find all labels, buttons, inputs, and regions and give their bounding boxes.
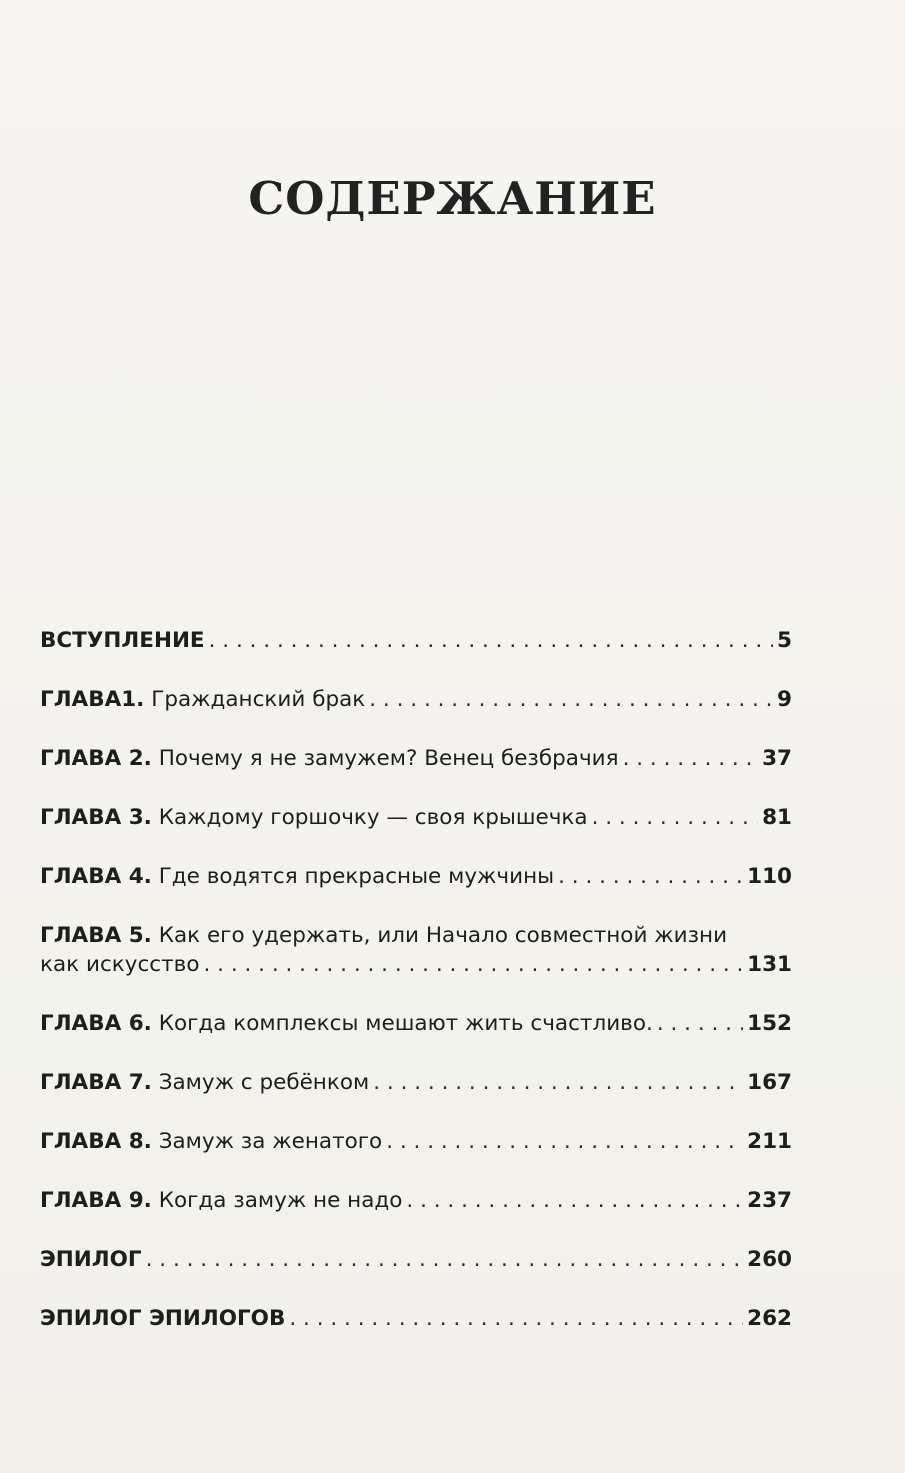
table-of-contents xyxy=(40,626,792,1363)
leader-dots xyxy=(592,803,758,832)
toc-entry-page: 237 xyxy=(747,1188,792,1213)
toc-entry-page: 5 xyxy=(777,628,792,653)
toc-entry-title: Каждому горшочку — своя крышечка xyxy=(158,805,588,830)
toc-entry-page: 262 xyxy=(747,1306,792,1331)
leader-dots xyxy=(406,1186,743,1215)
toc-entry xyxy=(40,1245,792,1274)
toc-entry-head: ГЛАВА 9. xyxy=(40,1188,152,1213)
leader-dots xyxy=(146,1245,744,1274)
toc-entry-title-continued: как искусство xyxy=(40,952,200,977)
toc-entry xyxy=(40,744,792,773)
toc-entry-head: ГЛАВА 6. xyxy=(40,1011,152,1036)
leader-dots xyxy=(289,1304,743,1333)
leader-dots xyxy=(657,1009,743,1038)
leader-dots xyxy=(623,744,759,773)
toc-entry-page: 9 xyxy=(777,687,792,712)
toc-entry-title: Где водятся прекрасные мужчины xyxy=(158,864,555,889)
toc-entry-title: Замуж за женатого xyxy=(158,1129,383,1154)
toc-entry xyxy=(40,626,792,655)
toc-entry-head: ГЛАВА 7. xyxy=(40,1070,152,1095)
toc-entry xyxy=(40,685,792,714)
toc-entry xyxy=(40,803,792,832)
toc-entry-title: Когда замуж не надо xyxy=(158,1188,403,1213)
toc-entry-page: 167 xyxy=(747,1070,792,1095)
toc-entry-head: ВСТУПЛЕНИЕ xyxy=(40,628,205,653)
toc-entry-title: Гражданский брак xyxy=(151,687,366,712)
toc-entry-head: ГЛАВА 4. xyxy=(40,864,152,889)
toc-entry-title: Как его удержать, или Начало совместной жизни xyxy=(158,923,728,948)
leader-dots xyxy=(369,685,773,714)
toc-entry-head: ГЛАВА 2. xyxy=(40,746,152,771)
toc-entry-page: 110 xyxy=(747,864,792,889)
toc-entry xyxy=(40,1127,792,1156)
toc-entry-title: Когда комплексы мешают жить счастливо. xyxy=(158,1011,653,1036)
toc-entry xyxy=(40,1068,792,1097)
toc-entry-page: 131 xyxy=(747,952,792,977)
toc-entry-page: 81 xyxy=(762,805,792,830)
toc-entry xyxy=(40,921,792,979)
leader-dots xyxy=(373,1068,743,1097)
toc-entry-page: 211 xyxy=(747,1129,792,1154)
leader-dots xyxy=(203,950,743,979)
toc-entry-head: ГЛАВА1. xyxy=(40,687,145,712)
toc-entry xyxy=(40,1186,792,1215)
toc-entry-page: 37 xyxy=(762,746,792,771)
toc-entry xyxy=(40,1009,792,1038)
leader-dots xyxy=(209,626,773,655)
toc-entry-head: ЭПИЛОГ xyxy=(40,1247,142,1272)
toc-entry-page: 260 xyxy=(747,1247,792,1272)
toc-entry-page: 152 xyxy=(747,1011,792,1036)
toc-entry xyxy=(40,1304,792,1333)
toc-entry-head: ГЛАВА 5. xyxy=(40,923,152,948)
leader-dots xyxy=(558,862,743,891)
toc-entry-head: ГЛАВА 3. xyxy=(40,805,152,830)
leader-dots xyxy=(386,1127,743,1156)
toc-entry-title: Почему я не замужем? Венец безбрачия xyxy=(158,746,619,771)
toc-entry-head: ГЛАВА 8. xyxy=(40,1129,152,1154)
page-title: СОДЕРЖАНИЕ xyxy=(248,172,657,225)
toc-entry xyxy=(40,862,792,891)
toc-entry-head: ЭПИЛОГ ЭПИЛОГОВ xyxy=(40,1306,286,1331)
toc-entry-title: Замуж с ребёнком xyxy=(158,1070,370,1095)
